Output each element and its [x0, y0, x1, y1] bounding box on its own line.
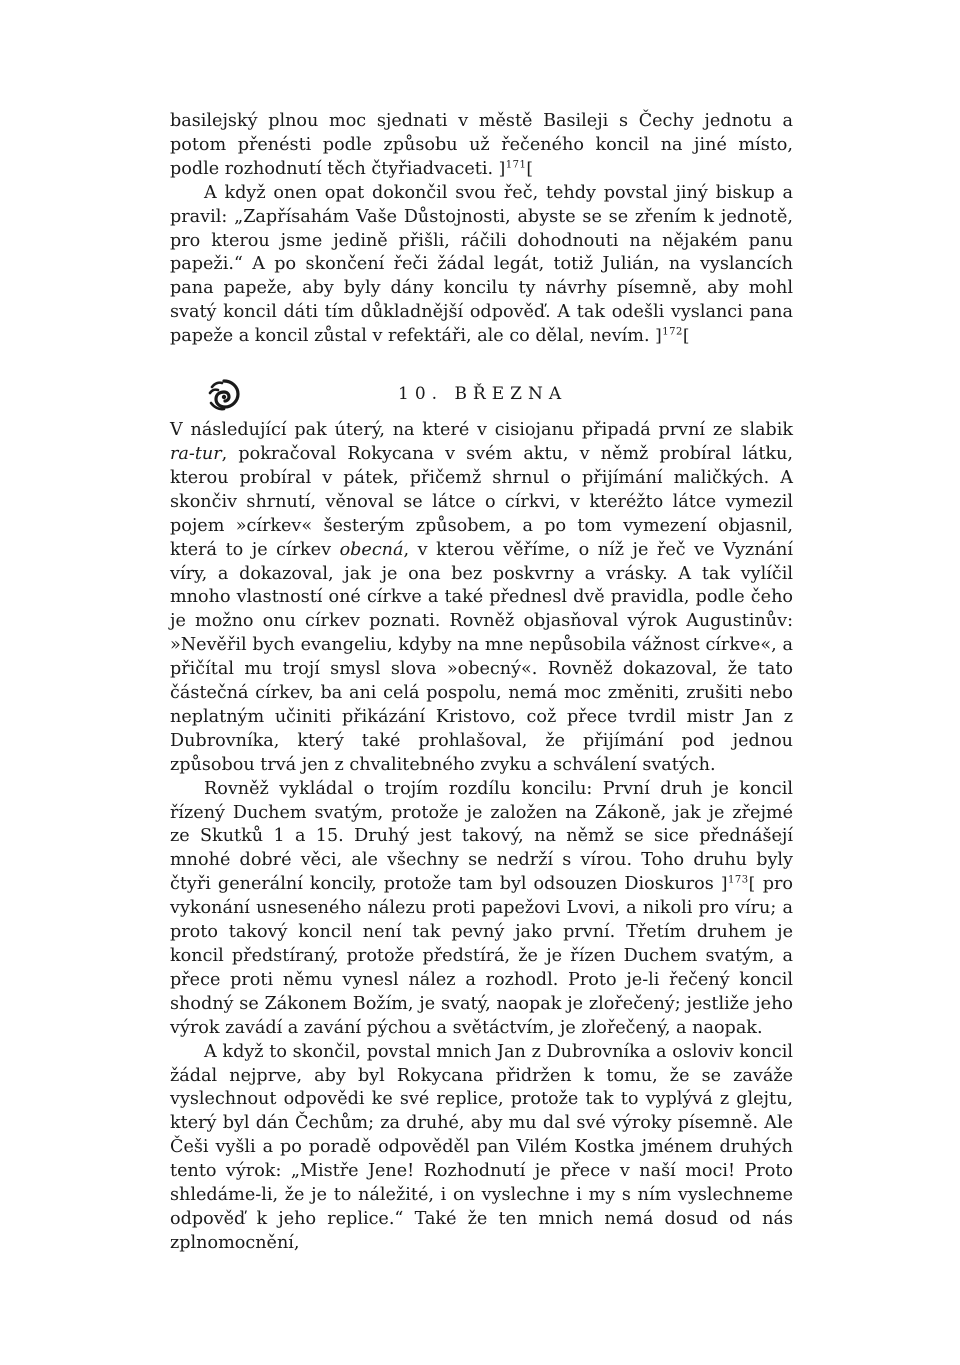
section-heading-block	[170, 349, 793, 419]
page-body	[170, 110, 793, 1256]
paragraph-1	[170, 110, 793, 182]
paragraph-3-text-a: V následující pak úterý, na které v cisiojanu připadá první ze slabik	[170, 420, 793, 441]
paragraph-3	[170, 419, 793, 778]
marker-171: ]$^{171}$[	[498, 158, 534, 179]
paragraph-3-text-b: , pokračoval Rokycana v svém aktu, v němž probíral látku, kterou probíral v pátek, přičemž shrnul o přijímání maličkých. A skončiv shrnutí, věnoval se látce o církvi, v kteréžto látce vymezil pojem »církev« šesterým způsobem, a po tom vymezení objasnil, která to je církev	[170, 443, 793, 560]
marker-171-number: 171	[505, 159, 527, 171]
paragraph-3-italic-obecna: obecná	[339, 539, 404, 560]
section-heading: 10. BŘEZNA	[398, 384, 568, 405]
paragraph-2	[170, 182, 793, 349]
marker-172-number: 172	[662, 326, 683, 338]
paragraph-4-text-a: Rovněž vykládal o trojím rozdílu koncilu: První druh je koncil řízený Duchem svatým, protože je založen na Zákoně, jak je zřejmé ze Skutků 1 a 15. Druhý jest takový, na němž se sice přednášejí mnohé dobré věci, ale všechny se nedrží s vírou. Toho druhu byly čtyři generální koncily, protože tam byl odsouzen Dioskuros	[170, 778, 793, 895]
marker-172: ]$^{172}$[	[655, 326, 691, 347]
paragraph-2-text: A když onen opat dokončil svou řeč, tehdy povstal jiný biskup a pravil: „Zapřísahám Vaše Důstojnosti, abyste se se zřením k jednotě, pro kterou jsme jedině přišli, ráčili dohodnouti na nějakém panu papeži.“ A po skončení řeči žádal legát, totiž Julián, na vyslancích pana papeže, aby byly dány koncilu ty návrhy písemně, aby mohl svatý koncil dáti tím důkladnější odpověď. A tak odešli vyslanci pana papeže a koncil zůstal v refektáři, ale co dělal, nevím.	[170, 182, 793, 347]
paragraph-4-text-b: pro vykonání usneseného nálezu proti papežovi Lvovi, a nikoli pro víru; a proto takový koncil není tak pevný jako první. Třetím druhem je koncil předstíraný, protože předstírá, že je řízen Duchem svatým, a přece proti němu vynesl nález a rozhodl. Proto je-li řečený koncil shodný se Zákonem Božím, je svatý, naopak je zlořečený; jestliže jeho výrok zavádí a zavání pýchou a světáctvím, je zlořečený, a naopak.	[170, 874, 794, 1038]
fleuron-icon	[206, 377, 242, 413]
paragraph-5: A když to skončil, povstal mnich Jan z Dubrovníka a osloviv koncil žádal nejprve, aby byl Rokycana přidržen k tomu, že se zaváže vyslechnout odpovědi ke své replice, protože tak to vyplývá z glejtu, který byl dán Čechům; za druhé, aby mu dal své výroky písemně. Ale Češi vyšli a po poradě odpověděl pan Vilém Kostka jménem druhých tento výrok: „Mistře Jene! Rozhodnutí je přece v naší moci! Proto shledáme-li, že je to náležité, i on vyslechne i my s ním vyslechneme odpověď k jeho replice.“ Také že ten mnich nemá dosud od nás zplnomocnění,	[170, 1041, 793, 1253]
marker-173: ]$^{173}$[	[720, 874, 756, 895]
paragraph-3-italic-ratur: ra-tur	[170, 443, 222, 464]
marker-173-number: 173	[727, 874, 749, 886]
paragraph-4	[170, 778, 793, 1041]
paragraph-3-text-c: , v kterou věříme, o níž je řeč ve Vyznání víry, a dokazoval, jak je ona bez poskvrny a vrásky. A tak vylíčil mnoho vlastností oné církve a také přednesl dvě pravidla, podle čeho je možno onu církev poznati. Rovněž objasňoval výrok Augustinův: »Nevěřil bych evangeliu, kdyby na mne nepůsobila vážnost církve«, a přičítal mu trojí smysl slova »obecný«. Rovněž dokazoval, že tato částečná církev, ba ani celá pospolu, nemá moc změniti, zrušiti nebo neplatným učiniti přikázání Kristovo, což přece tvrdil mistr Jan z Dubrovníka, který také prohlašoval, že přijímání pod jednou způsobou trvá jen z chvalitebného zvyku a schválení svatých.	[170, 539, 793, 775]
paragraph-1-text: basilejský plnou moc sjednati v městě Basileji s Čechy jednotu a potom přenésti podle způsobu už řečeného koncil na jiné místo, podle rozhodnutí těch čtyřiadvaceti.	[170, 111, 793, 179]
